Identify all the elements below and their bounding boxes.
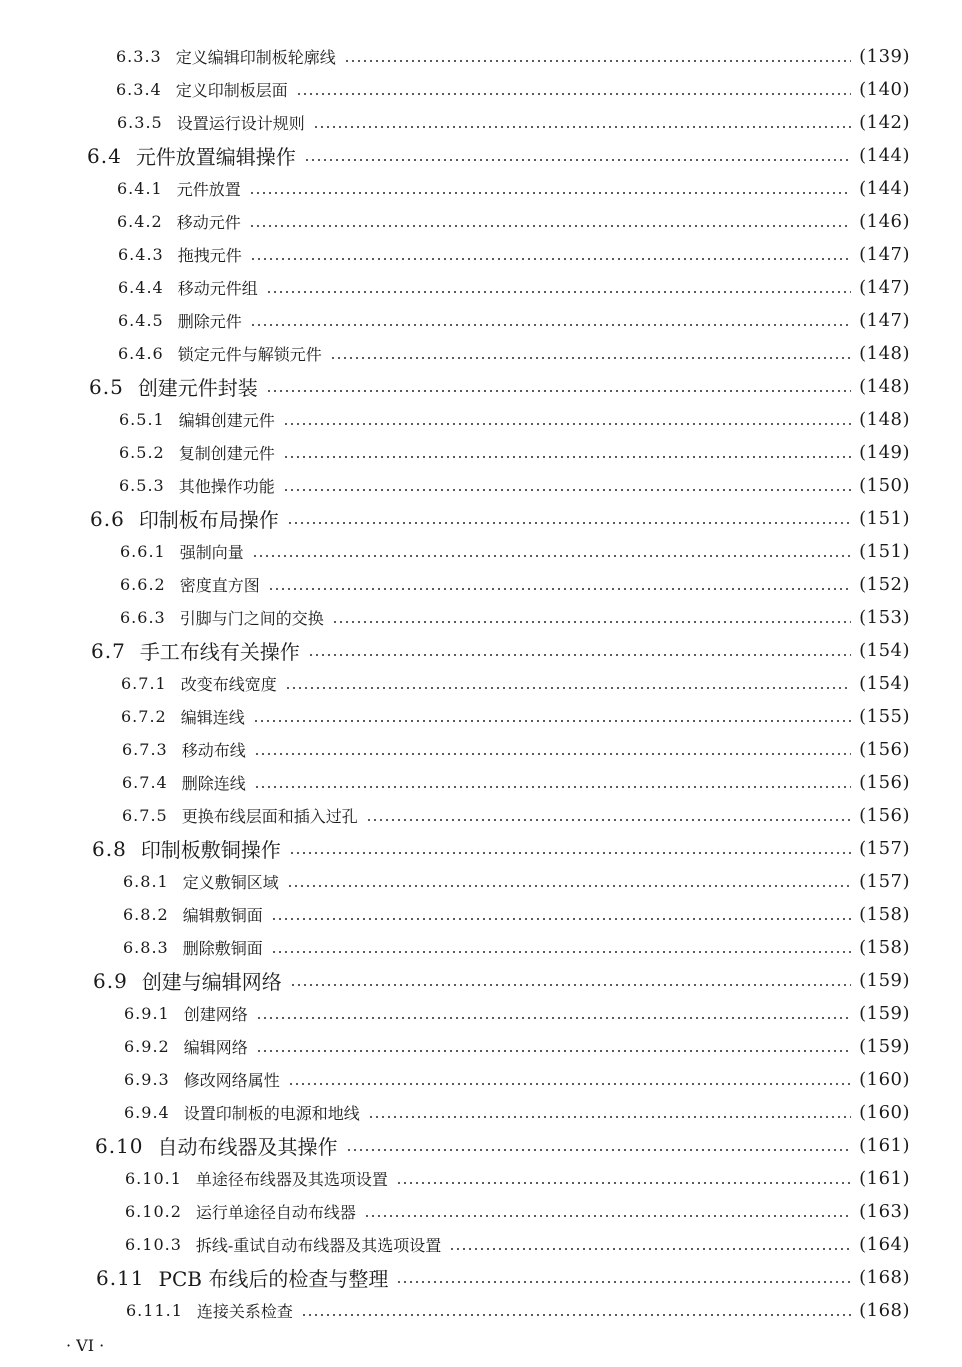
dot-leader <box>283 423 851 425</box>
toc-entry-page: (154) <box>859 640 910 661</box>
toc-subsection-entry[interactable] <box>0 436 962 469</box>
toc-entry-page: (157) <box>859 871 910 892</box>
toc-entry-page: (144) <box>859 145 910 166</box>
toc-entry-title: 编辑网络 <box>183 1038 248 1057</box>
toc-entry-number: 6.7.2 <box>121 707 167 726</box>
dot-leader <box>249 225 851 227</box>
toc-entry-page: (158) <box>859 904 910 925</box>
toc-subsection-entry[interactable] <box>0 238 962 271</box>
toc-entry-page: (147) <box>859 244 910 265</box>
dot-leader <box>366 819 851 821</box>
toc-entry-title: 元件放置 <box>176 180 241 199</box>
toc-section-entry[interactable] <box>0 1129 962 1162</box>
toc-entry-page: (148) <box>859 376 910 397</box>
toc-entry-number: 6.11 <box>96 1265 145 1290</box>
toc-subsection-entry[interactable] <box>0 700 962 733</box>
dot-leader <box>296 93 851 95</box>
dot-leader <box>287 885 851 887</box>
toc-entry-number: 6.9.1 <box>124 1004 170 1023</box>
toc-entry-title: 移动元件组 <box>177 279 258 298</box>
toc-entry-number: 6.4.3 <box>118 245 164 264</box>
toc-entry-number: 6.10.3 <box>125 1235 182 1254</box>
toc-entry-title: 更换布线层面和插入过孔 <box>181 807 358 826</box>
toc-entry-title: 定义敷铜区域 <box>182 873 279 892</box>
toc-entry-page: (150) <box>859 475 910 496</box>
dot-leader <box>254 786 851 788</box>
toc-entry-number: 6.10 <box>95 1133 144 1158</box>
toc-subsection-entry[interactable] <box>0 997 962 1030</box>
toc-subsection-entry[interactable] <box>0 469 962 502</box>
toc-subsection-entry[interactable] <box>0 106 962 139</box>
toc-entry-number: 6.7.4 <box>122 773 168 792</box>
toc-entry-title: 编辑敷铜面 <box>182 906 263 925</box>
toc-entry-title: 修改网络属性 <box>183 1071 280 1090</box>
toc-entry-number: 6.4.1 <box>117 179 163 198</box>
toc-subsection-entry[interactable] <box>0 337 962 370</box>
toc-entry-page: (159) <box>859 1003 910 1024</box>
toc-entry-page: (160) <box>859 1069 910 1090</box>
dot-leader <box>266 390 851 392</box>
toc-entry-title: 创建网络 <box>183 1005 248 1024</box>
toc-entry-number: 6.3.4 <box>116 80 162 99</box>
dot-leader <box>283 456 851 458</box>
toc-entry-page: (163) <box>859 1201 910 1222</box>
dot-leader <box>271 951 851 953</box>
toc-entry-page: (154) <box>859 673 910 694</box>
toc-entry-page: (156) <box>859 739 910 760</box>
toc-entry-number: 6.4.6 <box>118 344 164 363</box>
toc-entry-number: 6.5.3 <box>119 476 165 495</box>
toc-subsection-entry[interactable] <box>0 667 962 700</box>
toc-subsection-entry[interactable] <box>0 1195 962 1228</box>
dot-leader <box>396 1182 851 1184</box>
toc-entry-title: 密度直方图 <box>179 576 260 595</box>
toc-entry-title: 移动元件 <box>176 213 241 232</box>
dot-leader <box>364 1215 851 1217</box>
dot-leader <box>250 324 851 326</box>
toc-entry-page: (144) <box>859 178 910 199</box>
toc-entry-page: (151) <box>859 541 910 562</box>
toc-entry-number: 6.4.2 <box>117 212 163 231</box>
toc-entry-page: (149) <box>859 442 910 463</box>
toc-subsection-entry[interactable] <box>0 40 962 73</box>
toc-entry-number: 6.6 <box>90 506 125 531</box>
toc-entry-number: 6.11.1 <box>126 1301 183 1320</box>
toc-entry-title: 定义印制板层面 <box>175 81 288 100</box>
dot-leader <box>288 1083 851 1085</box>
toc-entry-number: 6.7.5 <box>122 806 168 825</box>
dot-leader <box>304 159 851 161</box>
dot-leader <box>250 258 851 260</box>
dot-leader <box>287 522 851 524</box>
toc-entry-title: 拖拽元件 <box>177 246 242 265</box>
dot-leader <box>253 720 851 722</box>
toc-subsection-entry[interactable] <box>0 1162 962 1195</box>
dot-leader <box>266 291 851 293</box>
toc-subsection-entry[interactable] <box>0 535 962 568</box>
toc-subsection-entry[interactable] <box>0 1030 962 1063</box>
toc-entry-page: (140) <box>859 79 910 100</box>
dot-leader <box>346 1149 852 1151</box>
toc-subsection-entry[interactable] <box>0 73 962 106</box>
toc-entry-number: 6.5.1 <box>119 410 165 429</box>
dot-leader <box>449 1248 851 1250</box>
toc-entry-number: 6.6.3 <box>120 608 166 627</box>
toc-entry-title: 连接关系检查 <box>196 1302 293 1321</box>
toc-subsection-entry[interactable] <box>0 1228 962 1261</box>
toc-entry-title: 单途径布线器及其选项设置 <box>195 1170 388 1189</box>
dot-leader <box>313 126 851 128</box>
toc-entry-number: 6.6.1 <box>120 542 166 561</box>
toc-entry-page: (168) <box>859 1267 910 1288</box>
toc-section-entry[interactable] <box>0 1261 962 1294</box>
toc-entry-number: 6.7.3 <box>122 740 168 759</box>
dot-leader <box>249 192 851 194</box>
toc-subsection-entry[interactable] <box>0 1096 962 1129</box>
dot-leader <box>301 1314 851 1316</box>
toc-entry-page: (142) <box>859 112 910 133</box>
toc-entry-title: 元件放置编辑操作 <box>135 145 296 169</box>
toc-subsection-entry[interactable] <box>0 601 962 634</box>
toc-entry-page: (146) <box>859 211 910 232</box>
dot-leader <box>254 753 851 755</box>
toc-entry-page: (156) <box>859 772 910 793</box>
dot-leader <box>332 621 851 623</box>
dot-leader <box>271 918 851 920</box>
dot-leader <box>252 555 851 557</box>
toc-subsection-entry[interactable] <box>0 1294 962 1327</box>
toc-subsection-entry[interactable] <box>0 799 962 832</box>
dot-leader <box>290 984 851 986</box>
toc-entry-page: (168) <box>859 1300 910 1321</box>
toc-entry-page: (161) <box>859 1135 910 1156</box>
toc-entry-title: 移动布线 <box>181 741 246 760</box>
dot-leader <box>256 1050 851 1052</box>
toc-entry-number: 6.9.3 <box>124 1070 170 1089</box>
toc-entry-number: 6.3.3 <box>116 47 162 66</box>
dot-leader <box>308 654 851 656</box>
toc-entry-number: 6.7 <box>91 638 126 663</box>
dot-leader <box>285 687 851 689</box>
toc-entry-number: 6.7.1 <box>121 674 167 693</box>
toc-subsection-entry[interactable] <box>0 205 962 238</box>
toc-subsection-entry[interactable] <box>0 403 962 436</box>
toc-entry-page: (139) <box>859 46 910 67</box>
toc-section-entry[interactable] <box>0 502 962 535</box>
toc-subsection-entry[interactable] <box>0 1063 962 1096</box>
dot-leader <box>256 1017 851 1019</box>
toc-entry-title: 编辑连线 <box>180 708 245 727</box>
toc-entry-title: 删除元件 <box>177 312 242 331</box>
toc-entry-page: (155) <box>859 706 910 727</box>
dot-leader <box>268 588 851 590</box>
toc-entry-page: (147) <box>859 310 910 331</box>
toc-entry-title: 引脚与门之间的交换 <box>179 609 324 628</box>
toc-entry-number: 6.4.4 <box>118 278 164 297</box>
dot-leader <box>396 1281 851 1283</box>
toc-entry-title: 创建与编辑网络 <box>141 970 282 994</box>
toc-entry-number: 6.10.1 <box>125 1169 182 1188</box>
toc-entry-page: (160) <box>859 1102 910 1123</box>
toc-subsection-entry[interactable] <box>0 172 962 205</box>
toc-entry-number: 6.9 <box>93 968 128 993</box>
toc-section-entry[interactable] <box>0 964 962 997</box>
toc-entry-number: 6.4 <box>87 143 122 168</box>
toc-subsection-entry[interactable] <box>0 766 962 799</box>
toc-entry-number: 6.10.2 <box>125 1202 182 1221</box>
toc-section-entry[interactable] <box>0 634 962 667</box>
dot-leader <box>283 489 851 491</box>
toc-entry-number: 6.3.5 <box>117 113 163 132</box>
toc-entry-page: (159) <box>859 970 910 991</box>
toc-entry-number: 6.4.5 <box>118 311 164 330</box>
toc-entry-number: 6.6.2 <box>120 575 166 594</box>
toc-entry-title: 复制创建元件 <box>178 444 275 463</box>
toc-entry-title: 运行单途径自动布线器 <box>195 1203 356 1222</box>
toc-entry-number: 6.9.2 <box>124 1037 170 1056</box>
toc-section-entry[interactable] <box>0 832 962 865</box>
toc-subsection-entry[interactable] <box>0 304 962 337</box>
toc-entry-title: 强制向量 <box>179 543 244 562</box>
toc-entry-page: (148) <box>859 343 910 364</box>
toc-entry-page: (152) <box>859 574 910 595</box>
toc-section-entry[interactable] <box>0 139 962 172</box>
toc-entry-title: 设置印制板的电源和地线 <box>183 1104 360 1123</box>
toc-entry-title: 定义编辑印制板轮廓线 <box>175 48 336 67</box>
toc-entry-title: 改变布线宽度 <box>180 675 277 694</box>
toc-entry-title: 设置运行设计规则 <box>176 114 305 133</box>
toc-entry-title: 自动布线器及其操作 <box>157 1135 338 1159</box>
toc-subsection-entry[interactable] <box>0 271 962 304</box>
dot-leader <box>368 1116 851 1118</box>
toc-entry-page: (159) <box>859 1036 910 1057</box>
toc-entry-number: 6.8.3 <box>123 938 169 957</box>
toc-entry-page: (156) <box>859 805 910 826</box>
toc-entry-title: 编辑创建元件 <box>178 411 275 430</box>
toc-entry-page: (157) <box>859 838 910 859</box>
toc-entry-page: (153) <box>859 607 910 628</box>
toc-entry-page: (148) <box>859 409 910 430</box>
toc-entry-title: 创建元件封装 <box>137 376 258 400</box>
toc-section-entry[interactable] <box>0 370 962 403</box>
toc-subsection-entry[interactable] <box>0 733 962 766</box>
toc-entry-title: 删除敷铜面 <box>182 939 263 958</box>
toc-entry-number: 6.5 <box>89 374 124 399</box>
toc-entry-number: 6.8 <box>92 836 127 861</box>
toc-entry-page: (161) <box>859 1168 910 1189</box>
page-number-footer: · VI · <box>66 1336 105 1355</box>
toc-entry-title: 其他操作功能 <box>178 477 275 496</box>
toc-subsection-entry[interactable] <box>0 568 962 601</box>
toc-entry-number: 6.9.4 <box>124 1103 170 1122</box>
toc-entry-title: 删除连线 <box>181 774 246 793</box>
toc-entry-title: 拆线-重试自动布线器及其选项设置 <box>195 1236 442 1255</box>
toc-entry-title: 印制板敷铜操作 <box>140 838 281 862</box>
toc-subsection-entry[interactable] <box>0 865 962 898</box>
toc-entry-page: (151) <box>859 508 910 529</box>
toc-entry-page: (164) <box>859 1234 910 1255</box>
dot-leader <box>330 357 851 359</box>
toc-subsection-entry[interactable] <box>0 898 962 931</box>
toc-entry-number: 6.5.2 <box>119 443 165 462</box>
toc-entry-number: 6.8.1 <box>123 872 169 891</box>
toc-entry-title: 印制板布局操作 <box>138 508 279 532</box>
toc-entry-title: 手工布线有关操作 <box>139 640 300 664</box>
dot-leader <box>289 852 851 854</box>
dot-leader <box>344 60 851 62</box>
toc-entry-page: (158) <box>859 937 910 958</box>
toc-entry-number: 6.8.2 <box>123 905 169 924</box>
toc-subsection-entry[interactable] <box>0 931 962 964</box>
toc-entry-page: (147) <box>859 277 910 298</box>
toc-entry-title: 锁定元件与解锁元件 <box>177 345 322 364</box>
table-of-contents <box>0 40 962 1327</box>
toc-entry-title: PCB 布线后的检查与整理 <box>158 1267 389 1291</box>
